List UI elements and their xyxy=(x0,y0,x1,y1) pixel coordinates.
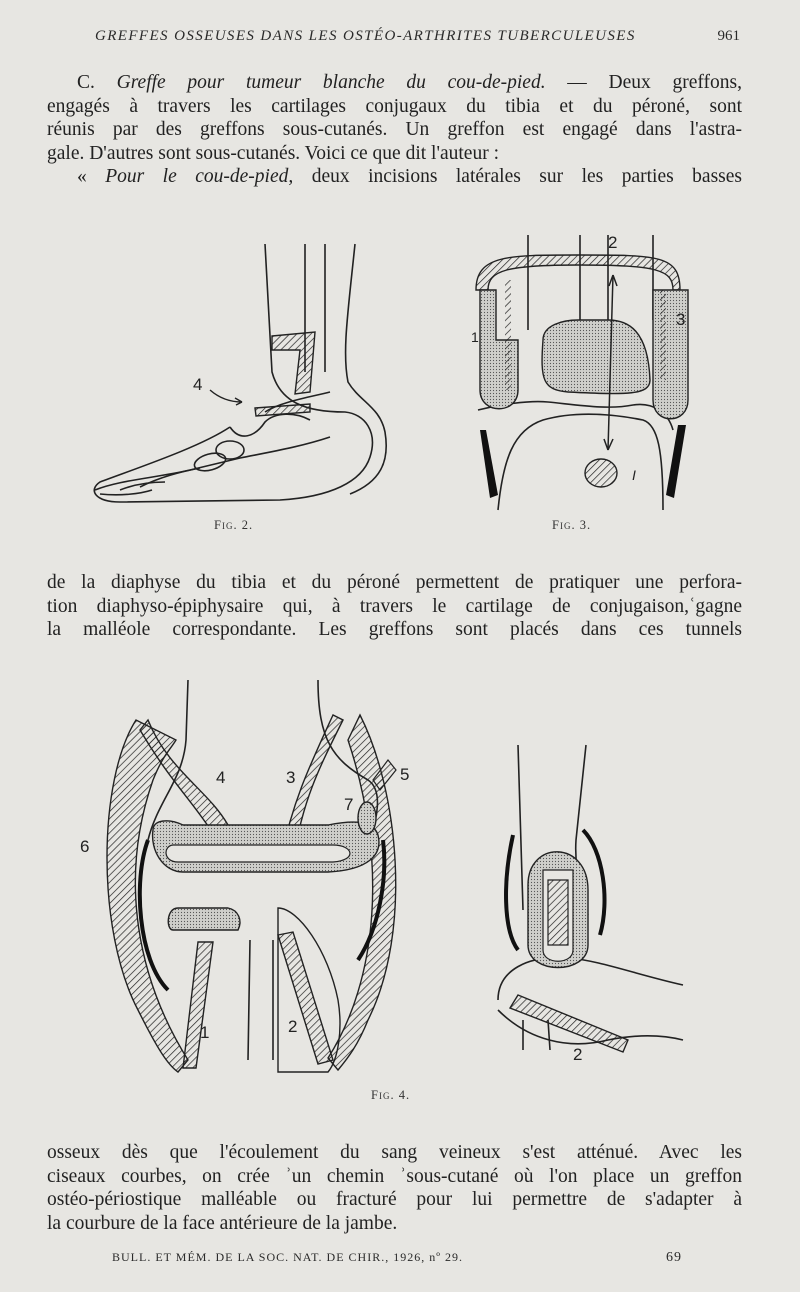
fig4-label-1: 1 xyxy=(200,1023,210,1042)
quote-italic: Pour le cou-de-pied, xyxy=(105,166,294,188)
page-footer xyxy=(112,1250,682,1265)
paragraph-3-line-2: ciseaux courbes, on crée ʾun chemin ʾsous-cutané où l'on place un greffon xyxy=(47,1165,742,1187)
paragraph-1-line-5: « Pour le cou-de-pied, deux incisions latérales sur les parties basses xyxy=(77,166,742,188)
fig4-label-6: 6 xyxy=(80,837,90,856)
paragraph-2-line-1: de la diaphyse du tibia et du péroné permettent de pratiquer une perfora- xyxy=(47,572,742,593)
running-title: GREFFES OSSEUSES DANS LES OSTÉO-ARTHRITES TUBERCULEUSES xyxy=(95,28,636,44)
paragraph-2 xyxy=(47,571,742,642)
fig3-label-1: 1 xyxy=(471,329,479,345)
graft-2 xyxy=(255,404,310,416)
fig3-label-small: I xyxy=(632,467,636,483)
figure-4-frontal-drawing xyxy=(78,680,418,1080)
fig4-label-4: 4 xyxy=(216,768,226,787)
section-title: Greffe pour tumeur blanche du cou-de-pied. xyxy=(116,72,546,93)
paragraph-1-line-2: engagés à travers les cartilages conjugaux du tibia et du péroné, sont xyxy=(47,95,742,117)
paragraph-3-line-4: la courbure de la face antérieure de la jambe. xyxy=(47,1212,398,1234)
graft-2 xyxy=(278,932,333,1064)
figure-3-caption: Fig. 3. xyxy=(552,518,592,532)
fig4-label-7: 7 xyxy=(344,795,354,814)
paragraph-1 xyxy=(47,71,742,189)
paragraph-2-line-2: tion diaphyso-épiphysaire qui, à travers le cartilage de conjugaison,ʿgagne xyxy=(47,595,742,617)
paragraph-1-line-4: gale. D'autres sont sous-cutanés. Voici ce que dit l'auteur : xyxy=(47,142,499,164)
figure-3-ankle-drawing xyxy=(468,230,698,510)
paragraph-3-line-3: ostéo-périostique malléable ou fracturé pour lui permettre de s'adapter à xyxy=(47,1189,742,1211)
page-number: 961 xyxy=(717,28,740,44)
fig3-label-3: 3 xyxy=(676,310,686,329)
fig3-label-2: 2 xyxy=(608,233,618,252)
figure-4-side-drawing xyxy=(488,740,688,1070)
fig4-side-label-2: 2 xyxy=(573,1045,583,1064)
figure-2-caption: Fig. 2. xyxy=(214,518,254,532)
paragraph-3 xyxy=(47,1141,742,1235)
fig2-label: 4 xyxy=(193,375,203,394)
paragraph-1-line-3: réunis par des greffons sous-cutanés. Un greffon est engagé dans l'astra- xyxy=(47,119,742,141)
footer-signature: 69 xyxy=(666,1250,682,1265)
figure-4-caption: Fig. 4. xyxy=(371,1088,411,1102)
graft-1 xyxy=(272,332,315,394)
figure-2-foot-drawing xyxy=(80,232,400,512)
running-header xyxy=(95,28,740,45)
fig4-label-5: 5 xyxy=(400,765,410,784)
fibula-shape xyxy=(480,290,518,409)
paragraph-3-line-1: osseux dès que l'écoulement du sang veineux s'est atténué. Avec les xyxy=(47,1142,742,1163)
talus-shape xyxy=(542,320,650,394)
graft-astragale xyxy=(585,459,617,487)
graft-1 xyxy=(183,942,213,1068)
paragraph-1-line-1: C. Greffe pour tumeur blanche du cou-de-pied. — Deux greffons, xyxy=(77,72,742,93)
footer-citation: BULL. ET MÉM. DE LA SOC. NAT. DE CHIR., 1926, nº 29. xyxy=(112,1250,463,1264)
fig4-label-2: 2 xyxy=(288,1017,298,1036)
paragraph-2-line-3: la malléole correspondante. Les greffons sont placés dans ces tunnels xyxy=(47,619,742,641)
fig4-label-3: 3 xyxy=(286,768,296,787)
